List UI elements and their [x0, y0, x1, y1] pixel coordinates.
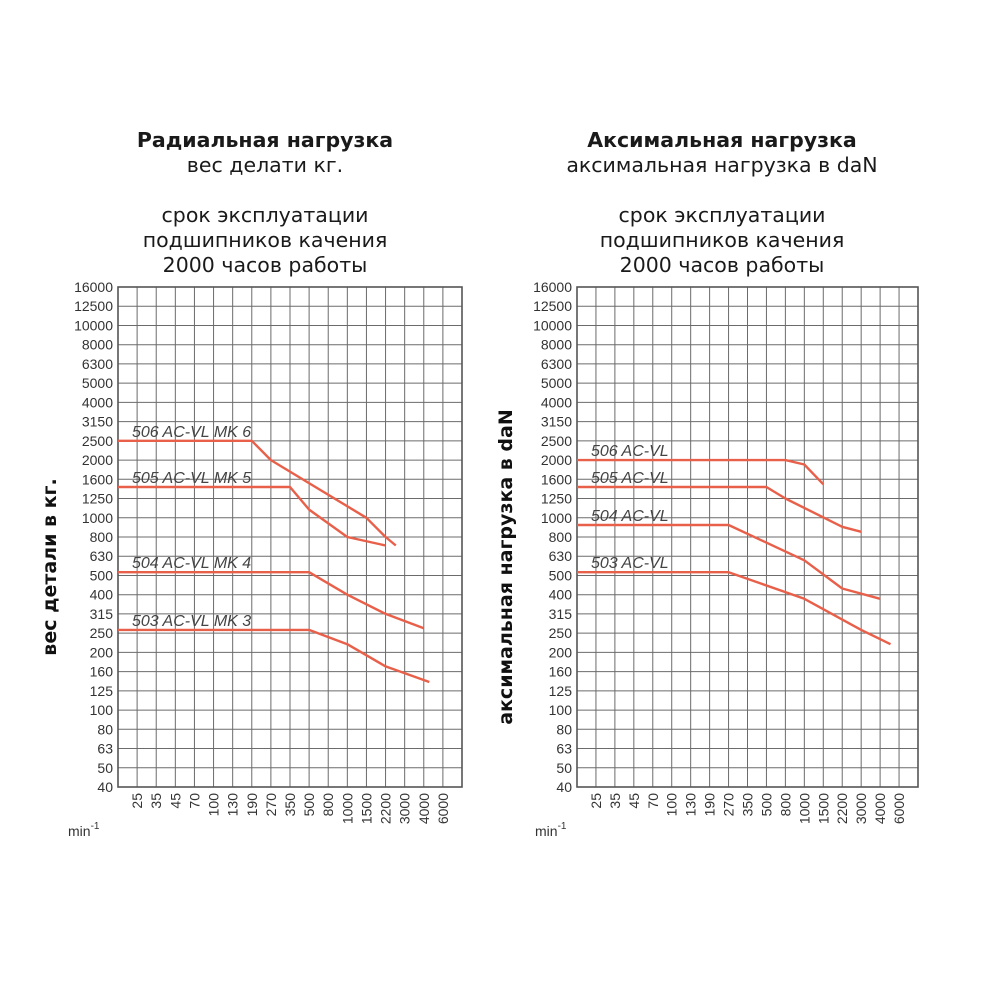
series-label: 504 AC-VL MK 4 [132, 555, 252, 573]
y-tick-label: 800 [89, 529, 113, 545]
y-tick-label: 4000 [81, 394, 113, 411]
series-label: 506 AC-VL MK 6 [132, 423, 252, 441]
x-tick-label: 1500 [358, 793, 375, 825]
x-tick-label: 2200 [834, 793, 851, 825]
y-tick-label: 630 [89, 548, 113, 565]
series-line [118, 441, 396, 546]
y-tick-label: 400 [548, 586, 572, 603]
x-tick-label: 800 [320, 793, 337, 817]
x-tick-label: 270 [262, 793, 279, 817]
x-tick-label: 25 [129, 793, 146, 809]
x-tick-label: 100 [663, 793, 680, 817]
x-tick-label: 500 [758, 793, 775, 817]
series-label: 505 AC-VL [591, 469, 669, 487]
x-tick-label: 6000 [891, 793, 908, 825]
y-tick-label: 315 [548, 605, 572, 622]
y-axis-label: вес детали в кг. [39, 478, 61, 656]
x-tick-label: 100 [205, 793, 222, 817]
x-tick-label: 130 [682, 793, 699, 817]
y-tick-label: 2500 [540, 432, 572, 449]
y-tick-label: 10000 [533, 317, 572, 334]
x-tick-label: 1000 [339, 793, 356, 825]
left-chart-note-line3: 2000 часов работы [162, 253, 368, 277]
right-chart-note-line2: подшипников качения [599, 228, 845, 252]
series-line [118, 630, 429, 682]
y-tick-label: 160 [548, 663, 572, 680]
left-chart-subtitle: вес делати кг. [186, 153, 344, 177]
x-axis-unit-label: $\min^{-1}$ [535, 821, 567, 839]
y-tick-label: 125 [89, 682, 113, 699]
y-tick-label: 50 [556, 759, 572, 776]
y-tick-label: 100 [548, 702, 572, 719]
y-tick-label: 630 [548, 548, 572, 565]
y-tick-label: 5000 [540, 375, 572, 392]
y-tick-label: 6300 [81, 355, 113, 372]
y-tick-label: 63 [556, 740, 572, 757]
y-tick-label: 8000 [81, 336, 113, 353]
y-tick-label: 16000 [533, 279, 572, 295]
y-tick-label: 200 [548, 644, 572, 661]
right-chart-note-line3: 2000 часов работы [619, 253, 825, 277]
y-tick-label: 12500 [74, 298, 113, 315]
y-tick-label: 160 [89, 663, 113, 680]
x-tick-label: 4000 [872, 793, 889, 825]
y-tick-label: 40 [97, 779, 113, 795]
y-tick-label: 800 [548, 529, 572, 545]
radial-load-chart [39, 279, 462, 839]
y-tick-label: 400 [89, 586, 113, 603]
x-tick-label: 25 [587, 793, 604, 809]
series-label: 504 AC-VL [591, 507, 669, 525]
y-tick-label: 250 [548, 625, 572, 642]
x-tick-label: 190 [243, 793, 260, 817]
series-label: 505 AC-VL MK 5 [132, 469, 252, 487]
x-tick-label: 45 [625, 793, 642, 809]
x-tick-label: 500 [301, 793, 318, 817]
y-tick-label: 4000 [540, 394, 572, 411]
y-tick-label: 50 [97, 759, 113, 776]
series-label: 506 AC-VL [591, 443, 669, 461]
x-tick-label: 800 [777, 793, 794, 817]
x-tick-label: 45 [167, 793, 184, 809]
x-tick-label: 70 [186, 793, 203, 809]
x-tick-label: 35 [148, 793, 165, 809]
y-tick-label: 2500 [81, 432, 113, 449]
y-axis-label: аксимальная нагрузка в daN [495, 409, 517, 725]
x-axis-unit-label: $\min^{-1}$ [68, 821, 100, 839]
y-tick-label: 1250 [81, 490, 113, 507]
y-tick-label: 80 [97, 721, 113, 738]
y-tick-label: 80 [556, 721, 572, 738]
y-tick-label: 5000 [81, 375, 113, 392]
series-label: 503 AC-VL MK 3 [132, 612, 252, 630]
y-tick-label: 1600 [540, 471, 572, 488]
y-tick-label: 200 [89, 644, 113, 661]
right-chart-subtitle: аксимальная нагрузка в daN [566, 153, 878, 177]
x-tick-label: 190 [701, 793, 718, 817]
y-tick-label: 10000 [74, 317, 113, 334]
y-tick-label: 2000 [81, 452, 113, 469]
right-chart-note-line1: срок эксплуатации [618, 203, 826, 227]
y-tick-label: 12500 [533, 298, 572, 315]
y-tick-label: 40 [556, 779, 572, 795]
y-tick-label: 250 [89, 625, 113, 642]
y-tick-label: 315 [89, 605, 113, 622]
x-tick-label: 35 [606, 793, 623, 809]
x-tick-label: 6000 [434, 793, 451, 825]
x-tick-label: 4000 [415, 793, 432, 825]
x-tick-label: 270 [720, 793, 737, 817]
left-chart-note-line1: срок эксплуатации [161, 203, 369, 227]
x-tick-label: 3000 [396, 793, 413, 825]
right-chart-title: Аксимальная нагрузка [587, 128, 857, 152]
y-tick-label: 3150 [81, 413, 113, 430]
y-tick-label: 500 [548, 567, 572, 584]
y-tick-label: 125 [548, 682, 572, 699]
series-label: 503 AC-VL [591, 555, 669, 573]
x-tick-label: 70 [644, 793, 661, 809]
y-tick-label: 6300 [540, 355, 572, 372]
x-tick-label: 1500 [815, 793, 832, 825]
x-tick-label: 2200 [377, 793, 394, 825]
y-tick-label: 8000 [540, 336, 572, 353]
x-tick-label: 1000 [796, 793, 813, 825]
y-tick-label: 1250 [540, 490, 572, 507]
x-tick-label: 130 [224, 793, 241, 817]
y-tick-label: 63 [97, 740, 113, 757]
y-tick-label: 500 [89, 567, 113, 584]
y-tick-label: 3150 [540, 413, 572, 430]
left-chart-note-line2: подшипников качения [142, 228, 388, 252]
y-tick-label: 1000 [81, 509, 113, 526]
x-tick-label: 350 [282, 793, 298, 817]
y-tick-label: 1600 [81, 471, 113, 488]
y-tick-label: 16000 [74, 279, 113, 295]
y-tick-label: 100 [89, 702, 113, 719]
y-tick-label: 2000 [540, 452, 572, 469]
left-chart-title: Радиальная нагрузка [136, 128, 394, 152]
x-tick-label: 350 [739, 793, 756, 817]
x-tick-label: 3000 [853, 793, 870, 825]
axial-load-chart [495, 279, 918, 839]
y-tick-label: 1000 [540, 509, 572, 526]
